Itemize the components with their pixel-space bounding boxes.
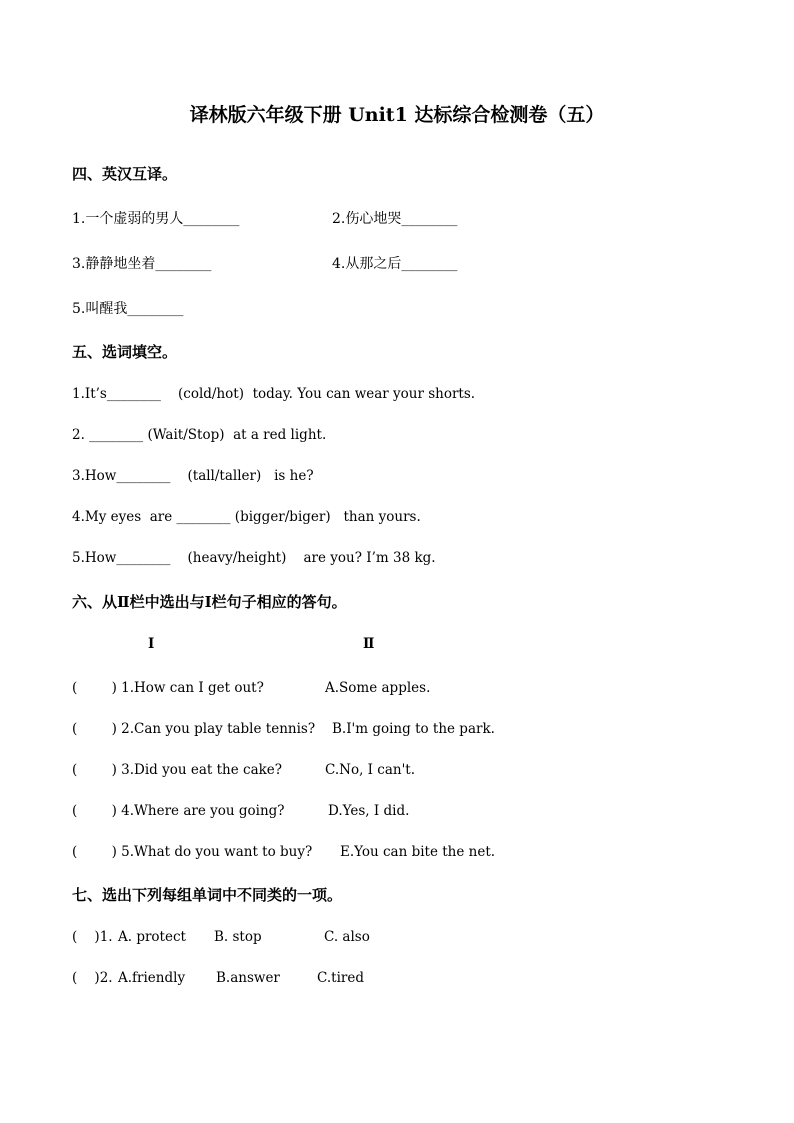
match-question-4: ( ) 4.Where are you going? <box>72 803 285 819</box>
odd-one-out-2-option-b: B.answer <box>216 970 280 986</box>
section-4-item-4: 4.从那之后________ <box>332 256 458 272</box>
odd-one-out-number-1: ( )1. <box>72 929 113 945</box>
section-5-item-2: 2. ________ (Wait/Stop) at a red light. <box>72 427 327 443</box>
odd-one-out-1-option-b: B. stop <box>214 929 262 945</box>
section-5-item-3: 3.How________ (tall/taller) is he? <box>72 468 314 484</box>
match-question-2: ( ) 2.Can you play table tennis? <box>72 721 316 737</box>
section-6-heading: 六、从Ⅱ栏中选出与Ⅰ栏句子相应的答句。 <box>72 593 347 611</box>
section-5-item-4: 4.My eyes are ________ (bigger/biger) than yours. <box>72 509 421 525</box>
column-2-header: Ⅱ <box>363 636 375 652</box>
column-1-header: Ⅰ <box>148 636 155 652</box>
match-question-5: ( ) 5.What do you want to buy? <box>72 844 313 860</box>
odd-one-out-1-option-c: C. also <box>324 929 370 945</box>
odd-one-out-1-option-a: A. protect <box>118 929 186 945</box>
section-4-item-2: 2.伤心地哭________ <box>332 211 458 227</box>
section-7-heading: 七、选出下列每组单词中不同类的一项。 <box>72 886 343 904</box>
match-answer-d: D.Yes, I did. <box>328 803 410 819</box>
match-answer-a: A.Some apples. <box>325 680 431 696</box>
match-question-1: ( ) 1.How can I get out? <box>72 680 264 696</box>
odd-one-out-number-2: ( )2. <box>72 970 113 986</box>
match-question-3: ( ) 3.Did you eat the cake? <box>72 762 283 778</box>
match-answer-e: E.You can bite the net. <box>340 844 496 860</box>
section-5-item-5: 5.How________ (heavy/height) are you? I’m 38 kg. <box>72 550 436 566</box>
odd-one-out-2-option-a: A.friendly <box>118 970 186 986</box>
section-4-item-1: 1.一个虚弱的男人________ <box>72 211 240 227</box>
section-4-heading: 四、英汉互译。 <box>72 165 178 183</box>
odd-one-out-2-option-c: C.tired <box>317 970 364 986</box>
section-5-heading: 五、选词填空。 <box>72 343 178 361</box>
page-title: 译林版六年级下册 Unit1 达标综合检测卷（五） <box>189 104 605 126</box>
section-5-item-1: 1.It’s________ (cold/hot) today. You can wear your shorts. <box>72 386 476 402</box>
match-answer-c: C.No, I can't. <box>325 762 416 778</box>
section-4-item-5: 5.叫醒我________ <box>72 301 184 317</box>
match-answer-b: B.I'm going to the park. <box>332 721 495 737</box>
section-4-item-3: 3.静静地坐着________ <box>72 256 212 272</box>
